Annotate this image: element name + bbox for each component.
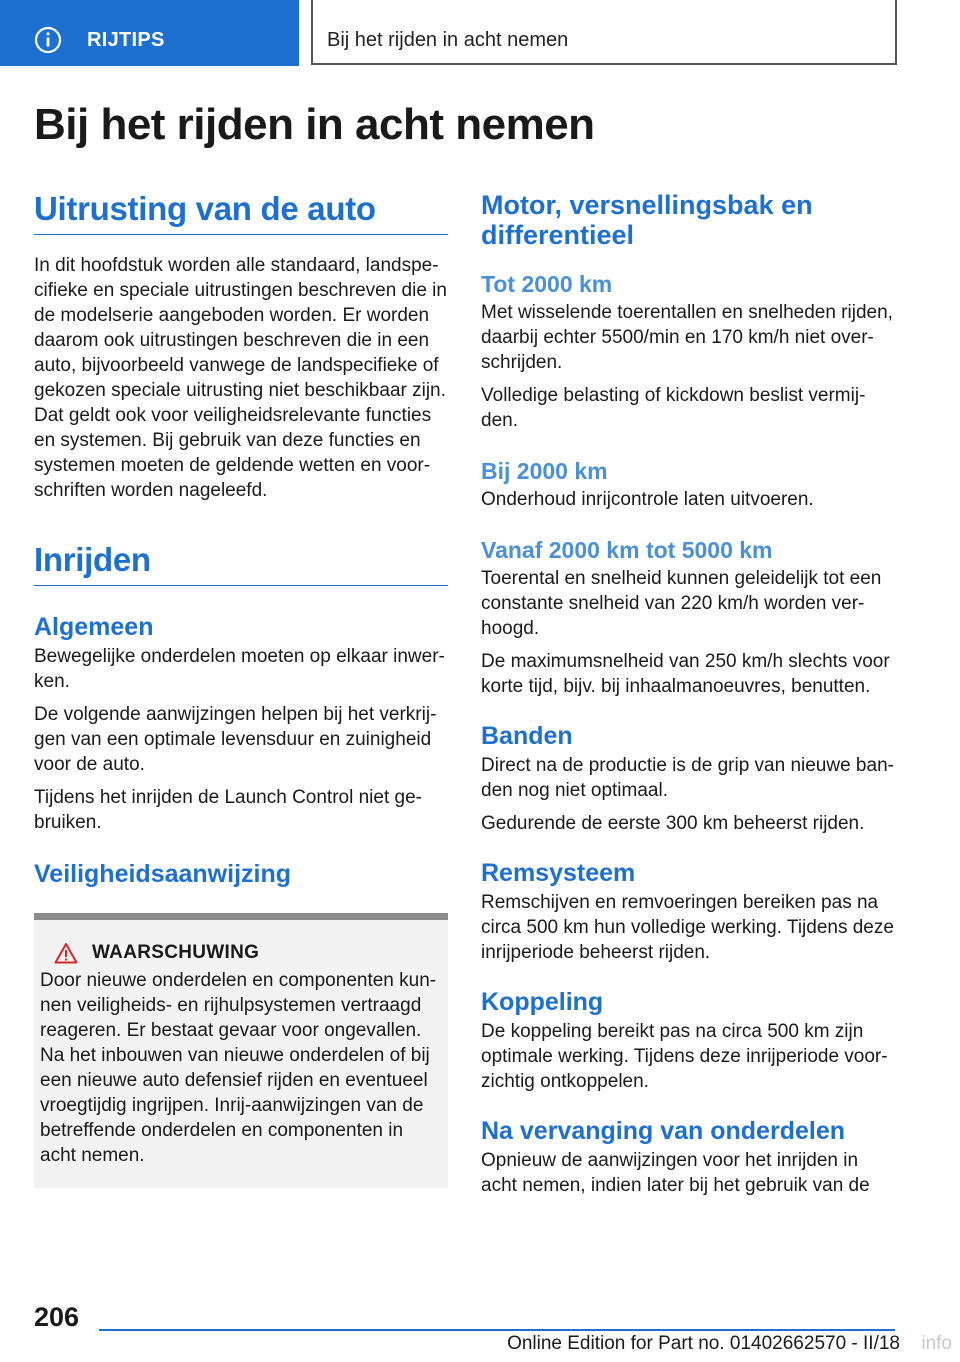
tot2000-p2: Volledige belasting of kickdown beslist vermij-den.	[481, 385, 866, 431]
banden-p2: Gedurende de eerste 300 km beheerst rijden.	[481, 813, 865, 834]
heading-inrijden: Inrijden	[34, 541, 448, 586]
vanaf-p1: Toerental en snelheid kunnen geleidelijk tot een constante snelheid van 220 km/h worden ver-hoogd.	[481, 568, 882, 639]
heading-bij2000: Bij 2000 km	[481, 458, 608, 484]
info-icon	[34, 26, 62, 54]
section-tab-label: RIJTIPS	[87, 29, 165, 51]
warning-label: WAARSCHUWING	[92, 942, 260, 963]
heading-koppeling: Koppeling	[481, 988, 604, 1016]
breadcrumb-text: Bij het rijden in acht nemen	[327, 29, 569, 51]
right-column	[481, 190, 896, 1198]
rem-p1: Remschijven en remvoeringen bereiken pas na circa 500 km hun volledige werking. Tijdens deze inrijperiode beheerst rijden.	[481, 892, 894, 963]
edition-text: Online Edition for Part no. 01402662570 - II/18	[507, 1333, 900, 1354]
bij2000-p1: Onderhoud inrijcontrole laten uitvoeren.	[481, 489, 814, 510]
warning-triangle-icon	[54, 942, 78, 964]
banden-p1: Direct na de productie is de grip van nieuwe ban-den nog niet optimaal.	[481, 755, 894, 801]
heading-motor: Motor, versnellingsbak en differentieel	[481, 190, 813, 250]
warning-p1: Door nieuwe onderdelen en componenten kun-nen veiligheids- en rijhulpsystemen vertraagd reageren. Er bestaat gevaar voor ongevallen.	[40, 970, 437, 1041]
warning-bar	[34, 913, 448, 920]
koppeling-p1: De koppeling bereikt pas na circa 500 km zijn optimale werking. Tijdens deze inrijperiode voor-zichtig ontkoppelen.	[481, 1021, 888, 1092]
tot2000-p1: Met wisselende toerentallen en snelheden rijden, daarbij echter 5500/min en 170 km/h niet over-schrijden.	[481, 302, 893, 373]
heading-na-vervanging: Na vervanging van onderdelen	[481, 1117, 845, 1145]
heading-vanaf: Vanaf 2000 km tot 5000 km	[481, 537, 773, 563]
vanaf-p2: De maximumsnelheid van 250 km/h slechts voor korte tijd, bijv. bij inhaalmanoeuvres, benutten.	[481, 651, 890, 697]
uitrusting-text: In dit hoofdstuk worden alle standaard, landspe-cifieke en speciale uitrustingen beschreven die in de modelserie aangeboden worden. Er worden daarom ook uitrustingen beschreven die in een auto, bijvoorbeeld vanwege de landspecifieke of gekozen speciale uitrusting niet beschikbaar zijn. Dat geldt ook voor veiligheidsrelevante functies en systemen. Bij gebruik van deze functies en systemen moeten de geldende wetten en voor-schriften worden nageleefd.	[34, 255, 447, 501]
heading-algemeen: Algemeen	[34, 613, 154, 641]
page-title: Bij het rijden in acht nemen	[34, 100, 595, 149]
algemeen-p3: Tijdens het inrijden de Launch Control niet ge-bruiken.	[34, 787, 422, 833]
warning-block	[34, 913, 448, 1188]
heading-rem: Remsysteem	[481, 859, 636, 887]
algemeen-p1: Bewegelijke onderdelen moeten op elkaar inwer-ken.	[34, 646, 445, 692]
heading-veiligheid: Veiligheidsaanwijzing	[34, 860, 292, 888]
heading-banden: Banden	[481, 722, 573, 750]
section-tab[interactable]	[0, 0, 299, 66]
na-p1: Opnieuw de aanwijzingen voor het inrijden in acht nemen, indien later bij het gebruik van de	[481, 1150, 870, 1196]
breadcrumb	[311, 0, 897, 65]
heading-tot2000: Tot 2000 km	[481, 271, 613, 297]
warning-p2: Na het inbouwen van nieuwe onderdelen of bij een nieuwe auto defensief rijden en eventueel vroegtijdig ingrijpen. Inrij-aanwijzingen van de betreffende onderdelen en componenten in acht nemen.	[40, 1045, 430, 1166]
footer-rule	[99, 1329, 895, 1331]
page-number: 206	[34, 1302, 80, 1332]
left-column	[34, 190, 448, 1188]
watermark: info	[921, 1333, 952, 1354]
warning-box	[34, 920, 448, 1188]
heading-uitrusting: Uitrusting van de auto	[34, 190, 448, 235]
algemeen-p2: De volgende aanwijzingen helpen bij het verkrij-gen van een optimale levensduur en zuinigheid voor de auto.	[34, 704, 437, 775]
